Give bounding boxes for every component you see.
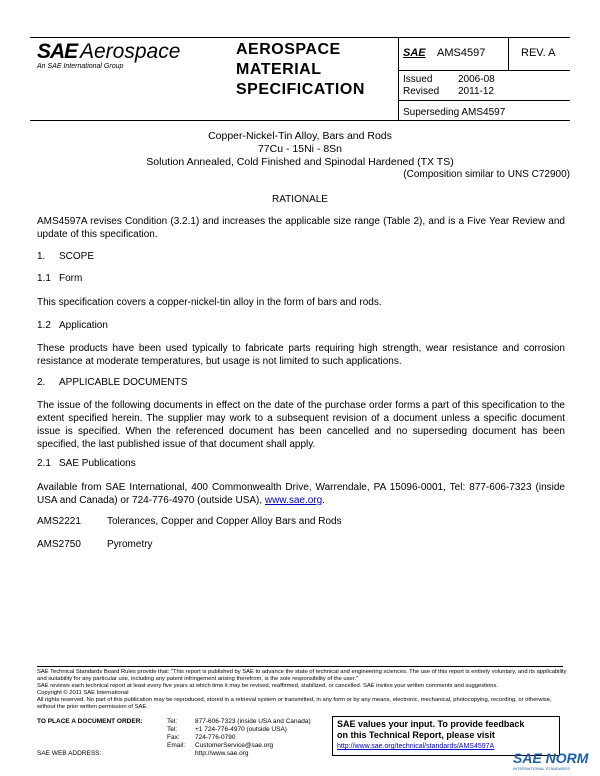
revised-date: 2011-12: [458, 86, 494, 97]
fax-value: 724-776-0790: [195, 734, 236, 741]
document-title: [30, 130, 570, 169]
tel-label: Tel:: [167, 718, 178, 725]
rationale-text: AMS4597A revises Condition (3.2.1) and increases the applicable size range (Table 2), and is a Five Year Review and update of this specification.: [37, 216, 565, 240]
section-2-1-heading: [37, 458, 136, 469]
section-2-1-text: [37, 481, 565, 507]
tel-label: Tel:: [167, 726, 178, 733]
sae-norm-logo: SAE NORM: [513, 750, 589, 766]
footer-rule: [37, 666, 563, 667]
copyright-text: Copyright © 2011 SAE International: [37, 690, 129, 696]
rights-text: All rights reserved. No part of this publication may be reproduced, stored in a retrieval system or transmitted, in any form or by any means, electronic, mechanical, photocopying, recording, or otherwise, without the prior written permission of SAE.: [37, 697, 552, 710]
issued-date: 2006-08: [458, 74, 495, 85]
superseding-note: Superseding AMS4597: [403, 107, 506, 118]
section-1-1-text: This specification covers a copper-nickel-tin alloy in the form of bars and rods.: [37, 297, 382, 308]
doc-type-line: SPECIFICATION: [236, 81, 365, 98]
header-divider: [398, 37, 399, 120]
section-1-2-text: These products have been used typically to fabricate parts requiring high strength, wear resistance and corrosion resistance at moderate temperatures, but usage is not limited to such applications.: [37, 343, 565, 367]
rationale-heading: RATIONALE: [272, 194, 328, 205]
reference-title: Tolerances, Copper and Copper Alloy Bars and Rods: [107, 516, 342, 527]
email-label: Email:: [167, 742, 186, 749]
sae-logo: SAE: [37, 40, 78, 63]
section-1-2-heading: [37, 320, 108, 331]
tel-value: 877-606-7323 (inside USA and Canada): [195, 718, 311, 725]
board-rules-text: SAE Technical Standards Board Rules provide that: "This report is published by SAE to advance the state of technical and engineering sciences. The use of this report is entirely voluntary, and its applicability and suitability for any particular use, including any patent infringement arising therefrom, is the sole responsibility of the user.": [37, 669, 567, 682]
document-type: [236, 40, 365, 100]
web-address[interactable]: http://www.sae.org: [195, 750, 249, 757]
doc-type-line: AEROSPACE: [236, 41, 341, 58]
title-line: 77Cu - 15Ni - 8Sn: [257, 143, 343, 155]
ams-number: AMS4597: [437, 47, 486, 59]
header-meta-rule: [398, 70, 570, 71]
section-number: 1.1: [37, 273, 51, 284]
logo-subtitle: An SAE International Group: [37, 63, 124, 70]
email-value[interactable]: CustomerService@sae.org: [195, 742, 274, 749]
issued-label: Issued: [403, 74, 433, 85]
footer-legal: [37, 669, 567, 711]
section-2-heading: [37, 377, 187, 388]
feedback-text: on this Technical Report, please visit: [337, 730, 495, 740]
section-2-text: The issue of the following documents in effect on the date of the purchase order forms a part of this specification to the extent specified herein. The supplier may work to a subsequent revision of a document unless a specific document issue is specified. When the referenced document has been cancelled and no superseding document has been specified, the last published issue of that document shall apply.: [37, 400, 565, 450]
section-number: 2.1: [37, 458, 51, 469]
aerospace-logo-text: Aerospace: [80, 40, 181, 63]
section-title: SCOPE: [59, 251, 95, 262]
order-contacts: [167, 718, 311, 758]
sae-mark: SAE: [403, 47, 426, 59]
title-line: Solution Annealed, Cold Finished and Spinodal Hardened (TX TS): [146, 156, 454, 168]
section-number: 2.: [37, 377, 46, 388]
header-divider-rev: [508, 37, 509, 70]
reference-code: AMS2750: [37, 539, 81, 550]
header-mid-rule: [398, 100, 570, 101]
feedback-text: SAE values your input. To provide feedback: [337, 719, 525, 729]
section-number: 1.: [37, 251, 46, 262]
revision-label: REV. A: [521, 47, 556, 59]
header-bottom-rule: [30, 120, 570, 121]
reference-ams2750: [37, 539, 153, 550]
fax-label: Fax:: [167, 734, 180, 741]
review-text: SAE reviews each technical report at least every five years at which time it may be revised, reaffirmed, stabilized, or cancelled. SAE invites your written comments and suggestions.: [37, 683, 498, 689]
title-line: Copper-Nickel-Tin Alloy, Bars and Rods: [208, 130, 392, 142]
order-label: TO PLACE A DOCUMENT ORDER:: [37, 718, 143, 725]
section-title: APPLICABLE DOCUMENTS: [59, 377, 188, 388]
revised-label: Revised: [403, 86, 440, 97]
section-title: Form: [59, 273, 83, 284]
sentence-end: .: [322, 495, 325, 506]
sae-norm-subtitle: INTERNATIONAL STANDARDS: [513, 766, 571, 771]
reference-title: Pyrometry: [107, 539, 153, 550]
reference-code: AMS2221: [37, 516, 81, 527]
section-1-heading: [37, 251, 94, 262]
reference-ams2221: [37, 516, 342, 527]
tel-value: +1 724-776-4970 (outside USA): [195, 726, 287, 733]
sae-website-link[interactable]: www.sae.org: [264, 495, 323, 506]
feedback-link[interactable]: http://www.sae.org/technical/standards/AMS4597A: [337, 743, 495, 750]
section-title: SAE Publications: [59, 458, 136, 469]
composition-note: (Composition similar to UNS C72900): [403, 169, 570, 180]
section-title: Application: [59, 320, 108, 331]
section-2-1-body: Available from SAE International, 400 Commonwealth Drive, Warrendale, PA 15096-0001, Tel: 877-606-7323 (inside USA and Canada) or 724-776-4970 (outside USA),: [37, 482, 565, 506]
header-top-rule: [30, 37, 570, 38]
section-1-1-heading: [37, 273, 82, 284]
web-address-label: SAE WEB ADDRESS:: [37, 750, 102, 757]
doc-type-line: MATERIAL: [236, 61, 322, 78]
section-number: 1.2: [37, 320, 51, 331]
